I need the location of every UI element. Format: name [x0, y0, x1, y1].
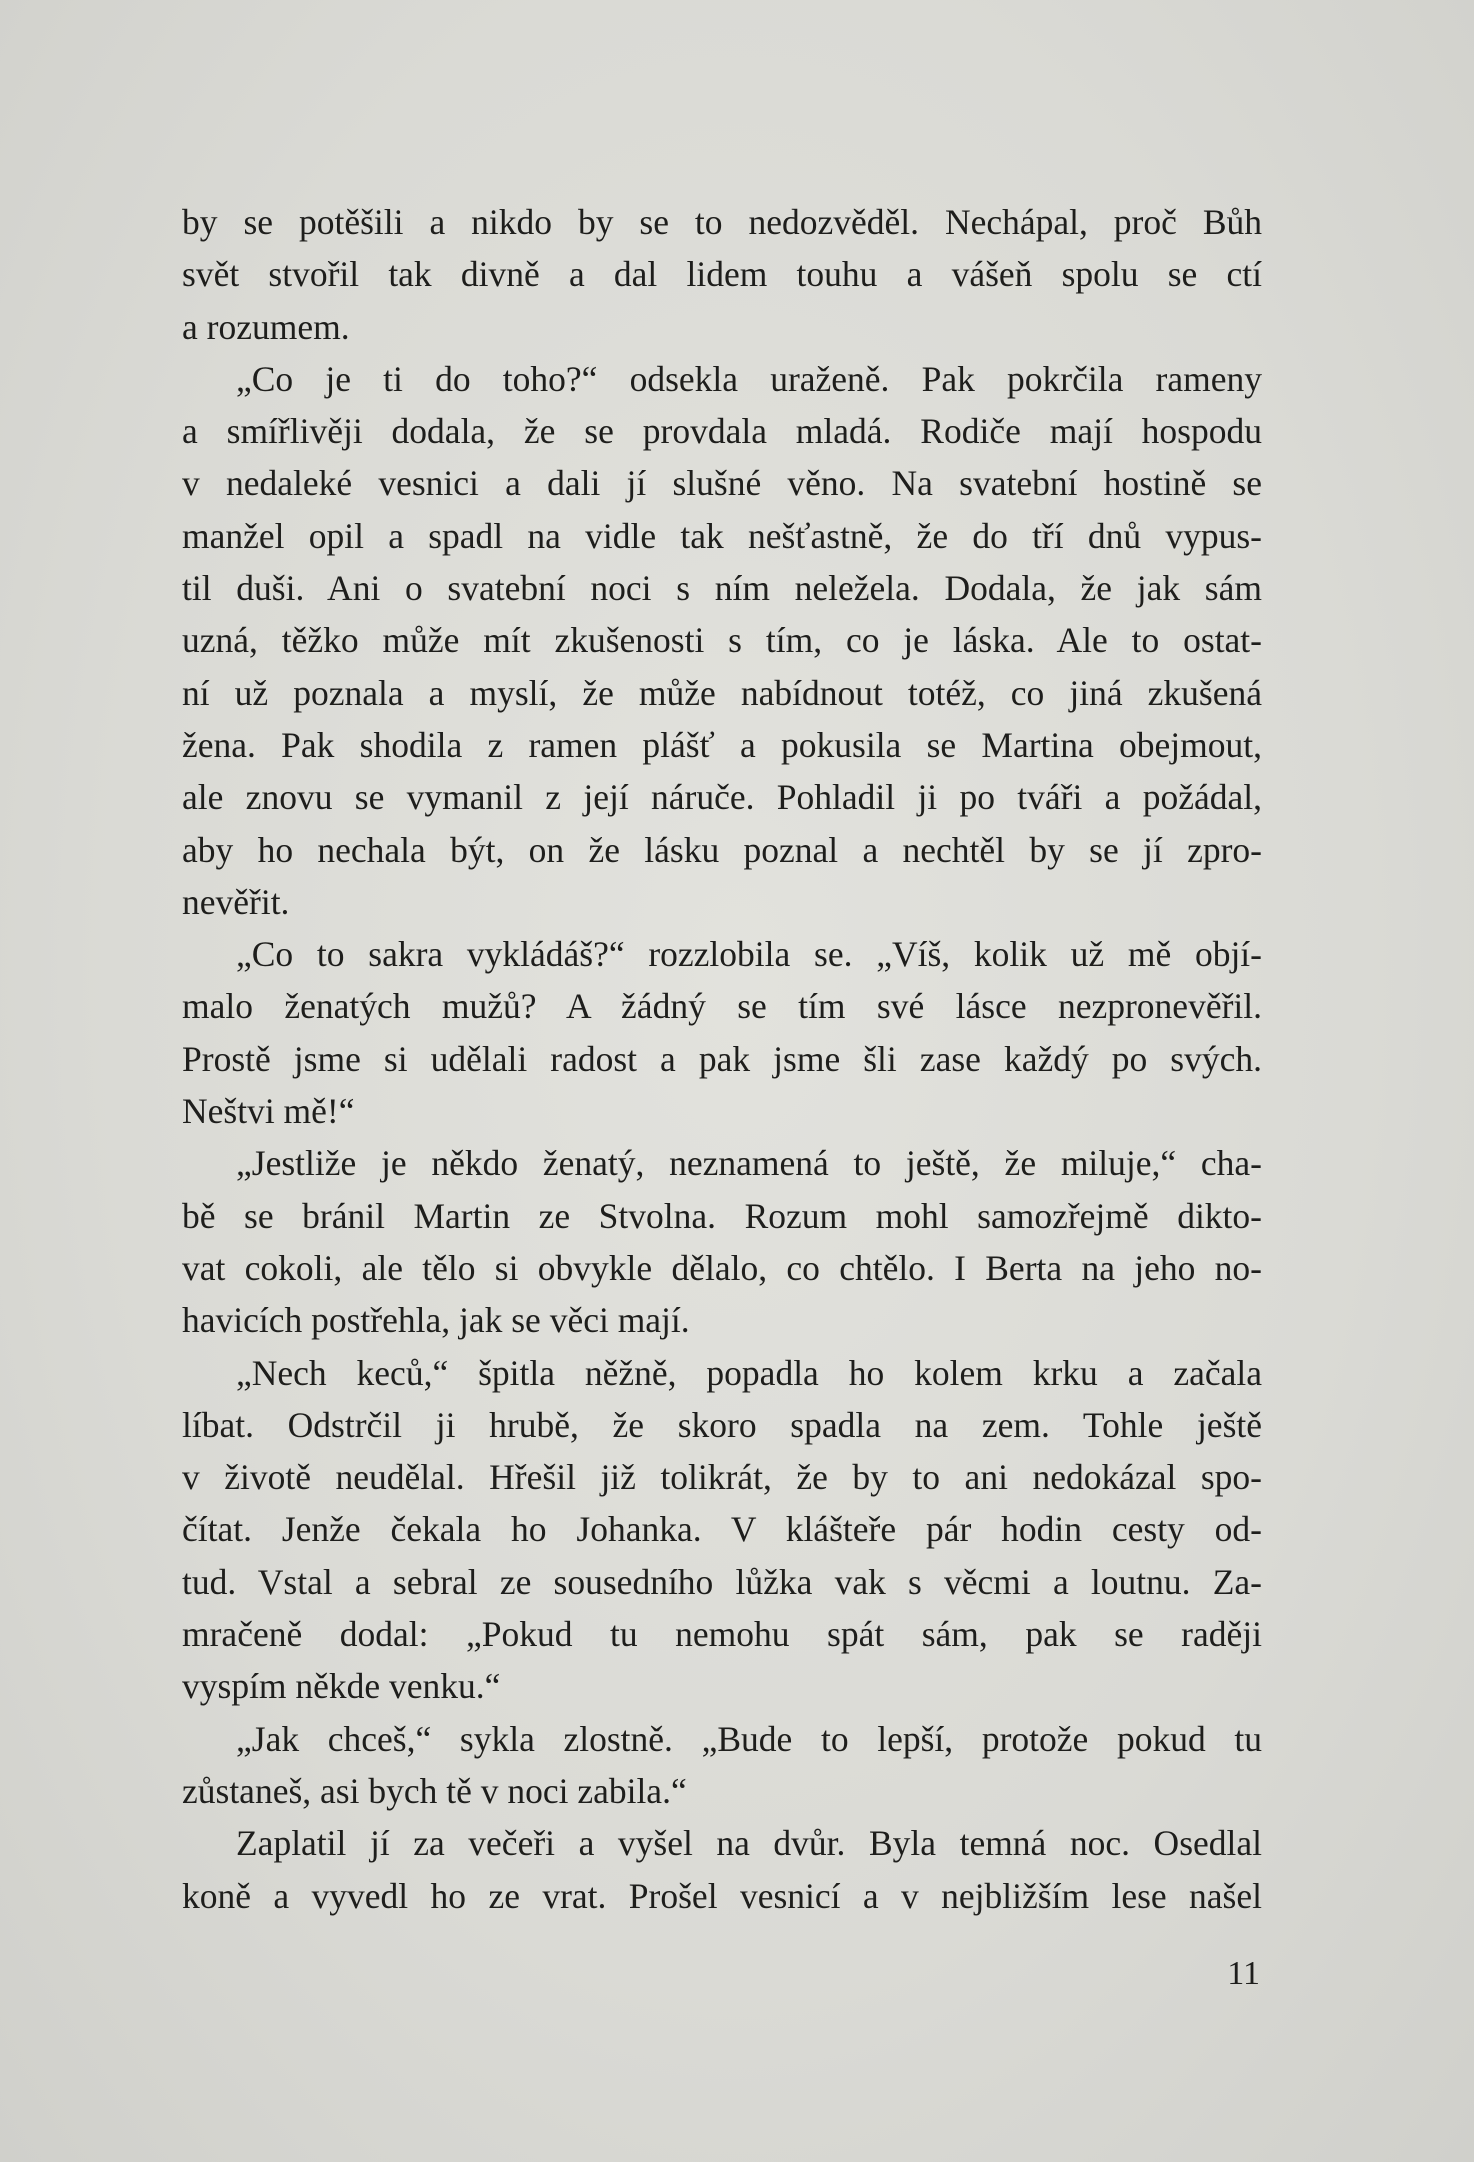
text-line: líbat. Odstrčil ji hrubě, že skoro spadla na zem. Tohle ještě	[182, 1404, 1262, 1445]
page-number: 11	[1227, 1955, 1260, 1992]
paragraph	[182, 1713, 1262, 1818]
text-line: malo ženatých mužů? A žádný se tím své lásce nezpronevěřil.	[182, 986, 1262, 1027]
text-line: til duši. Ani o svatební noci s ním neležela. Dodala, že jak sám	[182, 568, 1262, 609]
text-line: Neštvi mě!“	[182, 1091, 355, 1132]
text-line: „Jestliže je někdo ženatý, neznamená to ještě, že miluje,“ cha-	[236, 1143, 1262, 1184]
text-line: bě se bránil Martin ze Stvolna. Rozum mohl samozřejmě dikto-	[182, 1195, 1262, 1236]
paragraph	[182, 353, 1262, 928]
text-line: uzná, těžko může mít zkušenosti s tím, co je láska. Ale to ostat-	[182, 620, 1262, 661]
text-line: svět stvořil tak divně a dal lidem touhu a vášeň spolu se ctí	[182, 254, 1262, 295]
text-line: koně a vyvedl ho ze vrat. Prošel vesnicí a v nejbližším lese našel	[182, 1875, 1262, 1916]
text-line: ale znovu se vymanil z její náruče. Pohladil ji po tváři a požádal,	[182, 777, 1262, 818]
text-line: „Jak chceš,“ sykla zlostně. „Bude to lepší, protože pokud tu	[236, 1718, 1262, 1759]
text-line: a rozumem.	[182, 306, 350, 347]
text-line: „Nech keců,“ špitla něžně, popadla ho kolem krku a začala	[236, 1352, 1262, 1393]
text-line: žena. Pak shodila z ramen plášť a pokusila se Martina obejmout,	[182, 724, 1262, 765]
text-line: nevěřit.	[182, 881, 290, 922]
text-line: čítat. Jenže čekala ho Johanka. V klášteře pár hodin cesty od-	[182, 1509, 1262, 1550]
text-line: a smířlivěji dodala, že se provdala mladá. Rodiče mají hospodu	[182, 411, 1262, 452]
paragraph	[182, 928, 1262, 1137]
text-line: v životě neudělal. Hřešil již tolikrát, že by to ani nedokázal spo-	[182, 1457, 1262, 1498]
paragraph	[182, 1137, 1262, 1346]
text-line: Zaplatil jí za večeři a vyšel na dvůr. Byla temná noc. Osedlal	[236, 1823, 1262, 1864]
text-line: havicích postřehla, jak se věci mají.	[182, 1300, 690, 1341]
paragraph	[182, 1817, 1262, 1922]
text-line: aby ho nechala být, on že lásku poznal a nechtěl by se jí zpro-	[182, 829, 1262, 870]
text-line: „Co to sakra vykládáš?“ rozzlobila se. „Víš, kolik už mě objí-	[236, 934, 1262, 975]
text-line: manžel opil a spadl na vidle tak nešťastně, že do tří dnů vypus-	[182, 515, 1262, 556]
text-line: Prostě jsme si udělali radost a pak jsme šli zase každý po svých.	[182, 1038, 1262, 1079]
body-text	[182, 196, 1262, 1922]
text-line: vyspím někde venku.“	[182, 1666, 501, 1707]
paragraph	[182, 196, 1262, 353]
text-line: by se potěšili a nikdo by se to nedozvěděl. Nechápal, proč Bůh	[182, 202, 1262, 242]
text-line: tud. Vstal a sebral ze sousedního lůžka vak s věcmi a loutnu. Za-	[182, 1561, 1262, 1602]
text-line: mračeně dodal: „Pokud tu nemohu spát sám, pak se raději	[182, 1614, 1262, 1655]
text-line: „Co je ti do toho?“ odsekla uraženě. Pak pokrčila rameny	[236, 358, 1262, 399]
paragraph	[182, 1347, 1262, 1713]
text-line: ní už poznala a myslí, že může nabídnout totéž, co jiná zkušená	[182, 672, 1262, 713]
text-line: v nedaleké vesnici a dali jí slušné věno. Na svatební hostině se	[182, 463, 1262, 504]
text-line: vat cokoli, ale tělo si obvykle dělalo, co chtělo. I Berta na jeho no-	[182, 1247, 1262, 1288]
text-line: zůstaneš, asi bych tě v noci zabila.“	[182, 1770, 687, 1811]
